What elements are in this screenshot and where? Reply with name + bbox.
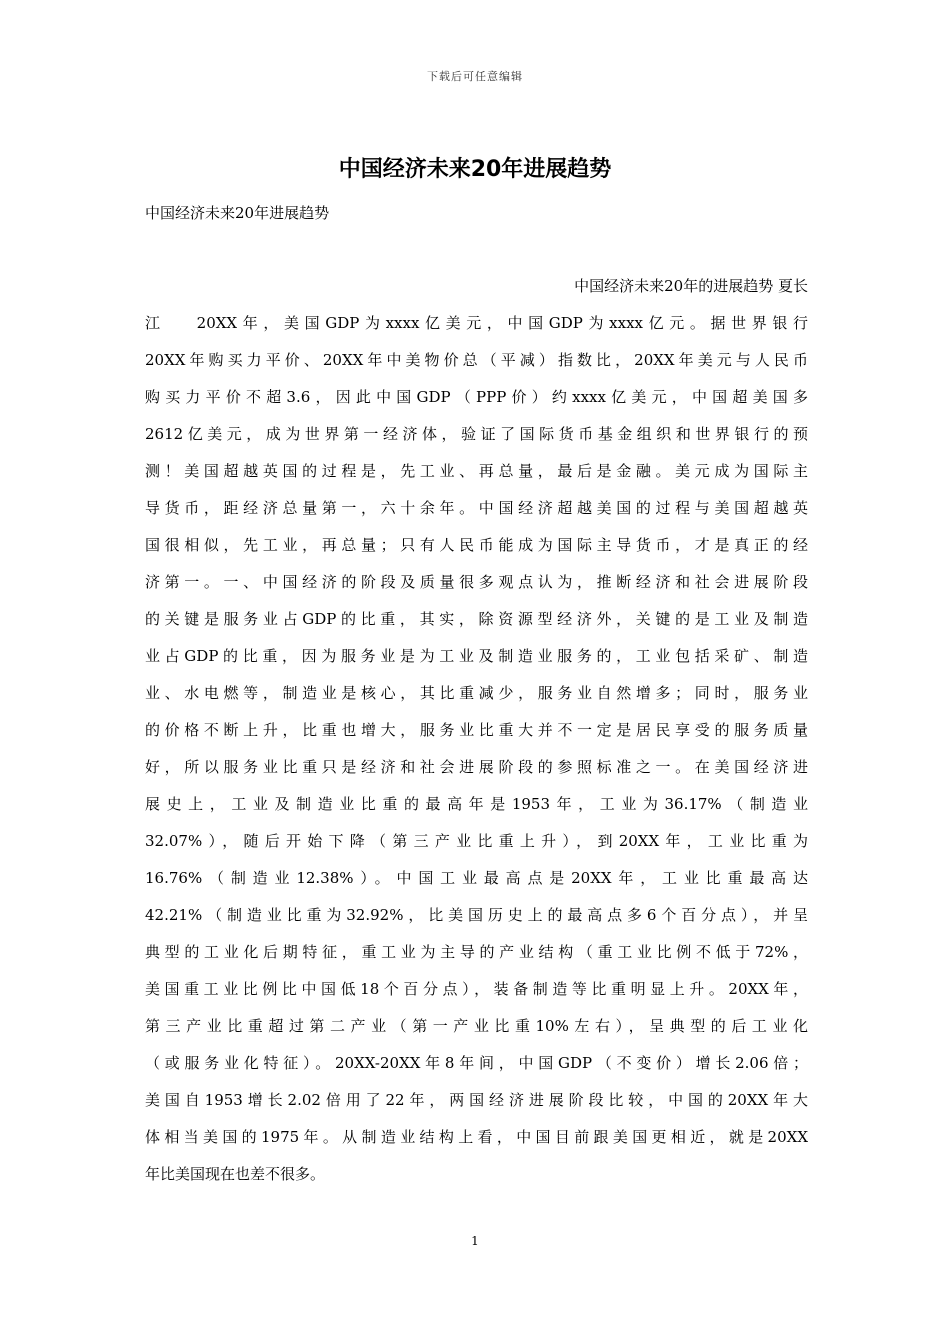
body-line: 好，所以服务业比重只是经济和社会进展阶段的参照标准之一。在美国经济进 (145, 758, 808, 776)
body-line: 购买力平价不超3.6，因此中国GDP（PPP价）约xxxx亿美元，中国超美国多 (145, 388, 808, 406)
body-line: 20XX年购买力平价、20XX年中美物价总（平减）指数比，20XX年美元与人民币 (145, 351, 808, 369)
header-note: 下载后可任意编辑 (427, 70, 523, 83)
body-line: 导货币，距经济总量第一，六十余年。中国经济超越美国的过程与美国超越英 (145, 499, 808, 517)
body-line: 年比美国现在也差不很多。 (145, 1165, 326, 1183)
body-line: 中国经济未来20年的进展趋势 夏长 (574, 277, 808, 295)
body-text (145, 272, 808, 1197)
body-line: （或服务业化特征）。20XX-20XX年8年间，中国GDP（不变价）增长2.06倍； (145, 1054, 808, 1072)
body-line: 的价格不断上升，比重也增大，服务业比重大并不一定是居民享受的服务质量 (145, 721, 808, 739)
document-title: 中国经济未来20年进展趋势 (338, 157, 612, 182)
body-line: 典型的工业化后期特征，重工业为主导的产业结构（重工业比例不低于72%， (145, 943, 808, 961)
document-subtitle: 中国经济未来20年进展趋势 (145, 204, 330, 222)
body-line: 42.21%（制造业比重为32.92%，比美国历史上的最高点多6个百分点），并呈 (145, 906, 808, 924)
body-line: 测！美国超越英国的过程是，先工业、再总量，最后是金融。美元成为国际主 (145, 462, 808, 480)
body-line: 32.07%），随后开始下降（第三产业比重上升），到20XX年，工业比重为 (145, 832, 808, 850)
body-line: 业占GDP的比重，因为服务业是为工业及制造业服务的，工业包括采矿、制造 (145, 647, 808, 665)
body-line: 美国自1953增长2.02倍用了22年，两国经济进展阶段比较，中国的20XX年大 (145, 1091, 808, 1109)
body-line: 第三产业比重超过第二产业（第一产业比重10%左右），呈典型的后工业化 (145, 1017, 808, 1035)
body-line: 16.76%（制造业12.38%）。中国工业最高点是20XX年，工业比重最高达 (145, 869, 808, 887)
body-line: 江 20XX年，美国GDP为xxxx亿美元，中国GDP为xxxx亿元。据世界银行 (145, 314, 808, 332)
body-line: 展史上，工业及制造业比重的最高年是1953年，工业为36.17%（制造业 (145, 795, 808, 813)
page-number: 1 (471, 1234, 479, 1248)
body-line: 济第一。一、中国经济的阶段及质量很多观点认为，推断经济和社会进展阶段 (145, 573, 808, 591)
body-line: 体相当美国的1975年。从制造业结构上看，中国目前跟美国更相近，就是20XX (145, 1128, 808, 1146)
body-line: 2612亿美元，成为世界第一经济体，验证了国际货币基金组织和世界银行的预 (145, 425, 808, 443)
body-line: 美国重工业比例比中国低18个百分点），装备制造等比重明显上升。20XX年， (145, 980, 808, 998)
body-line: 业、水电燃等，制造业是核心，其比重减少，服务业自然增多；同时，服务业 (145, 684, 808, 702)
body-line: 的关键是服务业占GDP的比重，其实，除资源型经济外，关键的是工业及制造 (145, 610, 808, 628)
body-line: 国很相似，先工业，再总量；只有人民币能成为国际主导货币，才是真正的经 (145, 536, 808, 554)
